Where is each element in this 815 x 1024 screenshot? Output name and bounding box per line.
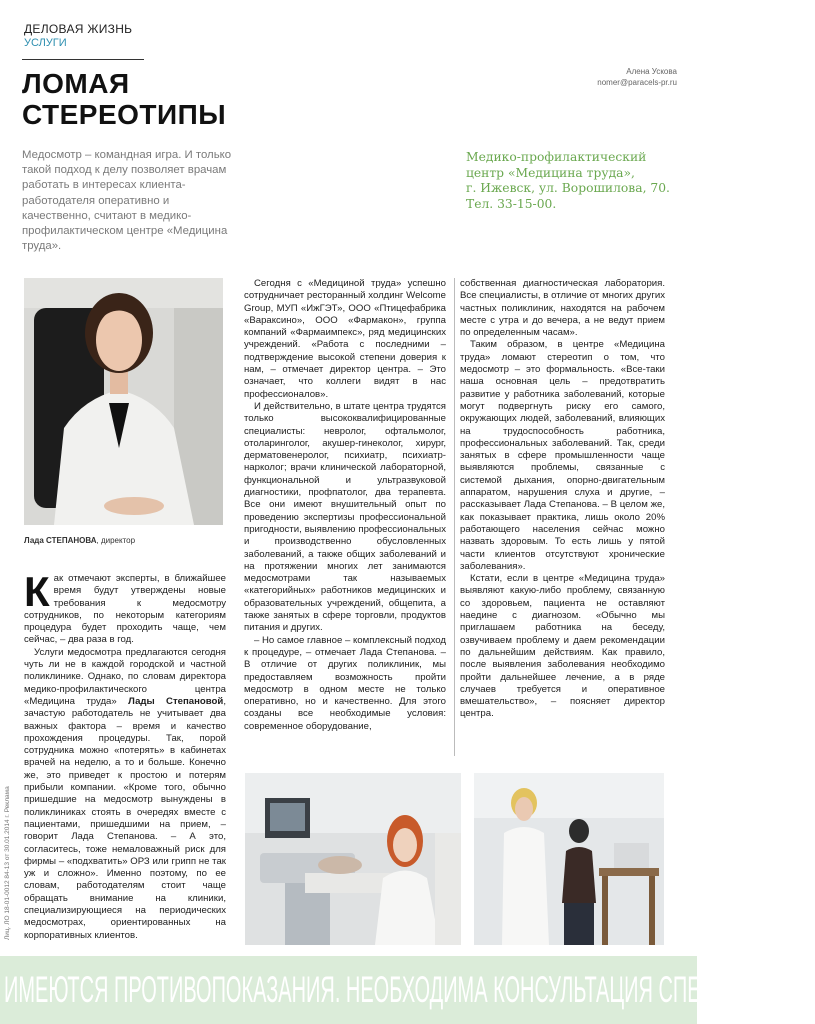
article-column-3 [460,278,665,721]
director-portrait-photo [24,278,223,525]
author-email: nomer@paracels-pr.ru [597,78,677,87]
paragraph: Услуги медосмотра предлагаются сегодня чуть ли не в каждой городской и частной поликлинике. Однако, по словам директора медико-профилактического центра «Медицина труда» Лады Степановой, зачастую работодатель не учитывает два важных фактора – время и качество прохождения процедуры. Так, порой сотрудника можно «потерять» в кабинетах врачей на неделю, а то и больше. Конечно же, это приведет к простою и потерям прибыли компании. «Кроме того, обычно пришедшие на медосмотр вынуждены в поликлиниках стоять в очередях вместе с пациентами, пришедшими на прием, – говорит Лада Степанова. – А это, согласитесь, тоже немаловажный риск для фирмы – «подхватить» ОРЗ или грипп не так уж и сложно». Именно поэтому, по ее словам, работодателям стоит чаще обращать внимание на клиники, специализирующиеся на периодических медосмотрах, ориентированных на корпоративных клиентов. [24,646,226,941]
author-name: Алена Ускова [626,67,677,76]
byline [597,66,677,88]
paragraph: Таким образом, в центре «Медицина труда» ломают стереотип о том, что медосмотр – это формальность. «Все-таки наша основная цель – предотвратить развитие у работника заболеваний, которые могут подвергнуть риску его самого, окружающих людей, заболеваний, влияющих на трудоспособность работника, профессиональных заболеваний. Так, среди занятых в сфере промышленности чаще выявляются проблемы, связанные с системой дыхания, опорно-двигательным аппаратом, нарушения слуха и другие, – рассказывает Лада Степанова. – В целом же, как показывает практика, лишь около 20% работающего населения сейчас можно назвать здоровым. То есть лишь у пятой части клиентов отсутствуют хронические заболевания». [460,339,665,572]
address-line: г. Ижевск, ул. Ворошилова, 70. [466,181,670,196]
caption-role: , директор [96,536,136,545]
drop-cap: К [24,568,50,615]
director-name-bold: Лады Степановой [128,695,224,707]
paragraph: Кстати, если в центре «Медицина труда» выявляют какую-либо проблему, связанную со здоровьем, пациента не оставляют наедине с диагнозом. «Обычно мы приглашаем работника на беседу, озвучиваем проблему и даем рекомендации по дальнейшим действиям. Как правило, после выявления заболевания необходимо пройти дальнейшее лечение, а в ряде случаев требуется и оперативное вмешательство», – поясняет директор центра. [460,573,665,720]
ultrasound-room-photo [245,773,461,945]
title-line-1: ЛОМАЯ [22,68,130,99]
photo-caption [24,536,135,545]
section-label: ДЕЛОВАЯ ЖИЗНЬ [24,22,133,36]
clinic-address [466,150,686,212]
article-title [22,68,226,130]
subsection-label: УСЛУГИ [24,37,67,49]
address-line: Тел. 33-15-00. [466,196,557,211]
article-column-1 [24,568,226,942]
paragraph: Сегодня с «Медициной труда» успешно сотрудничает ресторанный холдинг Welcome Group, МУП «ИжГЭТ», ООО «Птицефабрика «Вараксино», ООО «Фармакон», группа компаний «Фармаимпекс», ряд медицинских учреждений. «Работа с последними – подтверждение высокой степени доверия к нам, – отмечает директор центра. – Это означает, что коллеги видят в нас профессионалов». [244,278,446,400]
address-line: центр «Медицина труда», [466,165,635,180]
header-divider [22,59,144,60]
warning-text: ИМЕЮТСЯ ПРОТИВОПОКАЗАНИЯ. НЕОБХОДИМА КОНСУЛЬТАЦИЯ СПЕЦИАЛИСТА. [4,969,815,1010]
address-line: Медико-профилактический [466,150,647,164]
title-line-2: СТЕРЕОТИПЫ [22,99,227,130]
paragraph: И действительно, в штате центра трудятся только высококвалифицированные специалисты: невролог, офтальмолог, отоларинголог, акушер-гинеколог, хирург, дерматовенеролог, психиатр, психиатр-нарколог; врачи клинической лабораторной, функциональной и ультразвуковой диагностики, профпатолог, два терапевта. Все они имеют внушительный опыт по проведению экспертизы профессиональной пригодности, выявлению профессиональных и производственно обусловленных заболеваний, а также общих заболеваний и на протяжении многих лет занимаются медосмотрами так называемых «категорийных» работников медицинских и образовательных учреждений, общепита, а также занятых в сфере торговли, продуктов питания и других. [244,400,446,634]
paragraph: Как отмечают эксперты, в ближайшее время будут утверждены новые требования к медосмотру сотрудников, по некоторым категориям процедура будет проходить чаще, чем сейчас, – два раза в год. [24,568,226,646]
paragraph: собственная диагностическая лаборатория. Все специалисты, в отличие от многих других частных поликлиник, находятся на рабочем месте с утра и до вечера, а не ведут прием по определенным часам». [460,278,665,339]
caption-name: Лада СТЕПАНОВА [24,536,97,545]
article-column-2 [244,278,446,733]
license-note: Лиц. ЛО 18-01-0012 84-13 от 30.01.2014 г. Реклама [4,786,11,940]
column-divider [454,278,455,756]
lead-paragraph: Медосмотр – командная игра. И только такой подход к делу позволяет врачам работать в интересах клиента-работодателя оперативно и качественно, считают в медико-профилактическом центре «Медицина труда». [22,149,232,253]
examination-room-photo [474,773,664,945]
paragraph: – Но самое главное – комплексный подход к процедуре, – отмечает Лада Степанова. – В отличие от других поликлиник, мы предоставляем возможность пройти медосмотр в одном месте не только оперативно, но и качественно. Для этого созданы все необходимые условия: современное оборудование, [244,634,446,732]
warning-banner [0,956,815,1024]
